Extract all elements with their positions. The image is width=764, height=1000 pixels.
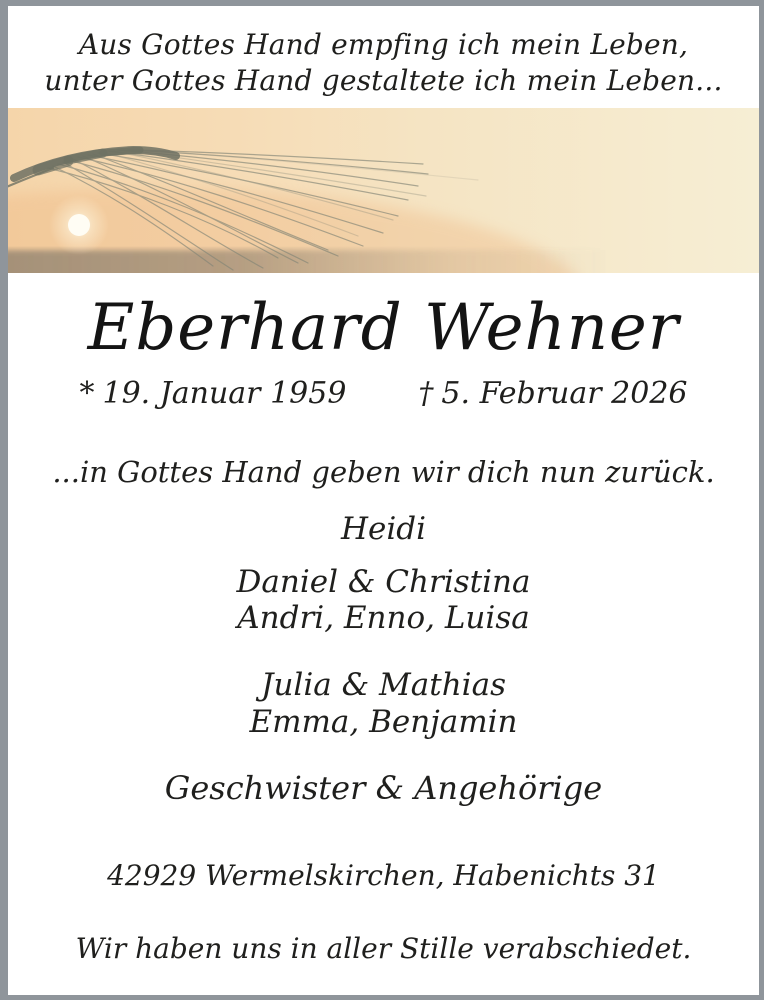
birth-date [80, 376, 347, 411]
epigraph [8, 27, 759, 99]
committal-line: ...in Gottes Hand geben wir dich nun zurück. [52, 454, 715, 489]
death-date [418, 376, 687, 411]
birth-date-text: 19. Januar 1959 [102, 375, 347, 411]
banner-image-wheat-ear-sunset [8, 108, 759, 273]
mourner-name: Julia & Mathias [261, 667, 506, 704]
wheat-ear-icon [8, 108, 759, 273]
life-dates [8, 376, 759, 411]
mourners-list [8, 511, 759, 807]
mourner-name: Andri, Enno, Luisa [237, 600, 530, 637]
death-cross-symbol: † [418, 375, 434, 411]
death-date-text: 5. Februar 2026 [441, 375, 688, 411]
relatives-line: Geschwister & Angehörige [164, 768, 603, 807]
closing-line: Wir haben uns in aller Stille verabschiedet. [75, 931, 692, 965]
birth-star-symbol: * [79, 375, 95, 411]
epigraph-line-1: Aus Gottes Hand empfing ich mein Leben, [78, 28, 689, 61]
mourner-name: Heidi [340, 510, 427, 547]
mourner-name: Emma, Benjamin [249, 703, 518, 740]
mourner-family-group [8, 667, 759, 740]
mourner-name: Daniel & Christina [236, 563, 531, 600]
address-line: 42929 Wermelskirchen, Habenichts 31 [107, 858, 660, 892]
epigraph-line-2: unter Gottes Hand gestaltete ich mein Leben... [44, 63, 723, 97]
deceased-name: Eberhard Wehner [87, 290, 680, 365]
mourner-family-group [8, 564, 759, 637]
